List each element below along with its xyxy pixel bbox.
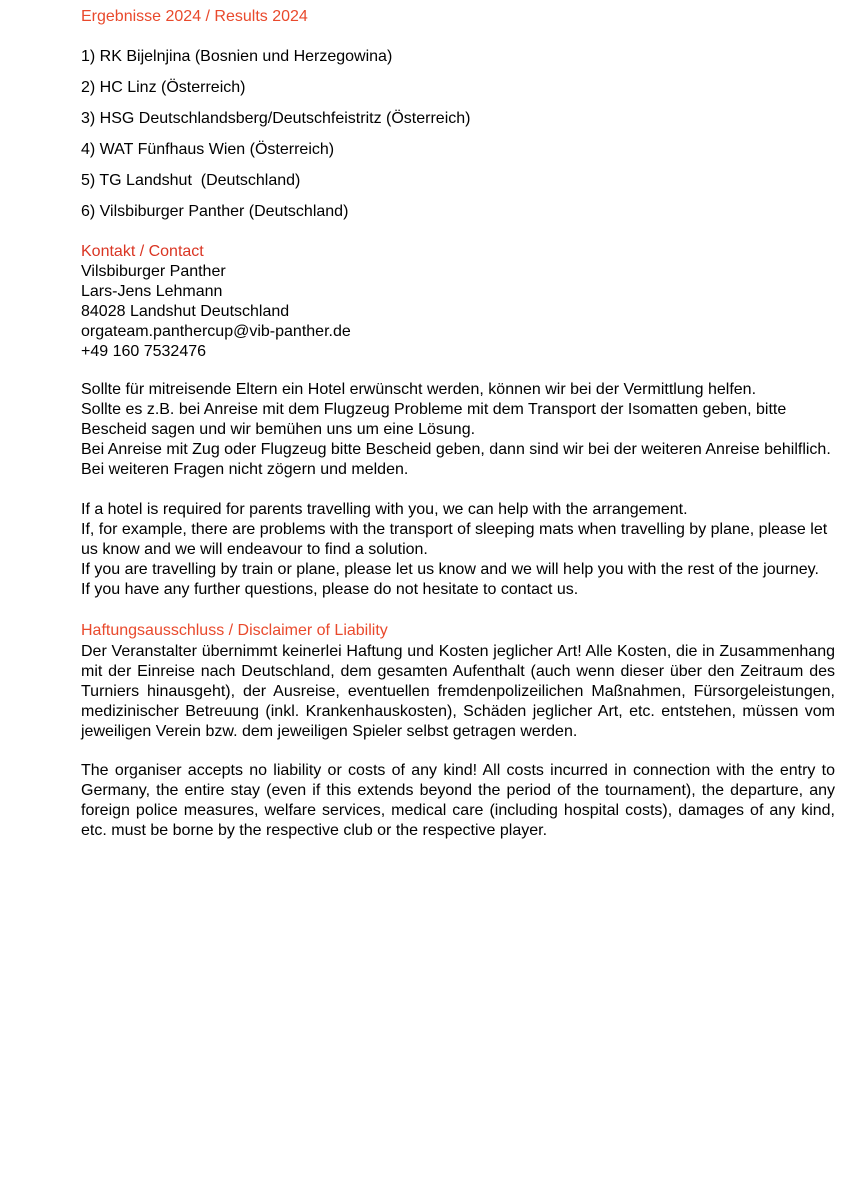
disclaimer-heading: Haftungsausschluss / Disclaimer of Liability: [81, 622, 388, 639]
results-heading: Ergebnisse 2024 / Results 2024: [81, 8, 308, 25]
contact-address: 84028 Landshut Deutschland: [81, 303, 290, 320]
contact-email: orgateam.panthercup@vib-panther.de: [81, 323, 351, 340]
travel-de-sentence-1: Sollte für mitreisende Eltern ein Hotel erwünscht werden, können wir bei der Vermittlung helfen.: [81, 381, 757, 398]
contact-heading: Kontakt / Contact: [81, 243, 204, 260]
disclaimer-paragraph-english: The organiser accepts no liability or costs of any kind! All costs incurred in connection with the entry to Germany, the entire stay (even if this extends beyond the period of the tournament), the departure, any foreign police measures, welfare services, medical care (including hospital costs), damages of any kind, etc. must be borne by the respective club or the respective player.: [81, 762, 835, 839]
contact-person-name: Lars-Jens Lehmann: [81, 283, 223, 300]
contact-phone: +49 160 7532476: [81, 343, 207, 360]
disclaimer-paragraph-german: Der Veranstalter übernimmt keinerlei Haftung und Kosten jeglicher Art! Alle Kosten, die in Zusammenhang mit der Einreise nach Deutschland, dem gesamten Aufenthalt (auch wenn dieser über den Zeitraum des Turniers hinausgeht), der Ausreise, eventuellen fremdenpolizeilichen Maßnahmen, Fürsorgeleistungen, medizinischer Betreuung (inkl. Krankenhauskosten), Schäden jeglicher Art, etc. entstehen, müssen vom jeweiligen Verein bzw. dem jeweiligen Spieler selbst getragen werden.: [81, 643, 835, 740]
disclaimer-section: [81, 621, 835, 841]
travel-en-sentence-4: If you have any further questions, please do not hesitate to contact us.: [81, 581, 579, 598]
result-item-4: 4) WAT Fünfhaus Wien (Österreich): [81, 141, 335, 158]
travel-de-sentence-4: Bei weiteren Fragen nicht zögern und melden.: [81, 461, 409, 478]
result-item-2: 2) HC Linz (Österreich): [81, 79, 246, 96]
travel-en-sentence-3: If you are travelling by train or plane, please let us know and we will help you with the rest of the journey.: [81, 561, 819, 578]
travel-en-sentence-2: If, for example, there are problems with the transport of sleeping mats when travelling by plane, please let us know and we will endeavour to find a solution.: [81, 521, 828, 558]
travel-info-english: [81, 500, 835, 600]
travel-de-sentence-3: Bei Anreise mit Zug oder Flugzeug bitte Bescheid geben, dann sind wir bei der weiteren Anreise behilflich.: [81, 441, 831, 458]
contact-section: [81, 242, 835, 362]
travel-info-german: [81, 380, 835, 480]
result-item-1: 1) RK Bijelnjina (Bosnien und Herzegowina): [81, 48, 393, 65]
results-section: [81, 7, 835, 222]
result-item-3: 3) HSG Deutschlandsberg/Deutschfeistritz (Österreich): [81, 110, 471, 127]
travel-en-sentence-1: If a hotel is required for parents travelling with you, we can help with the arrangement.: [81, 501, 688, 518]
result-item-6: 6) Vilsbiburger Panther (Deutschland): [81, 203, 349, 220]
contact-club-name: Vilsbiburger Panther: [81, 263, 226, 280]
travel-de-sentence-2: Sollte es z.B. bei Anreise mit dem Flugzeug Probleme mit dem Transport der Isomatten geben, bitte Bescheid sagen und wir bemühen uns um eine Lösung.: [81, 401, 787, 438]
result-item-5: 5) TG Landshut (Deutschland): [81, 172, 301, 189]
